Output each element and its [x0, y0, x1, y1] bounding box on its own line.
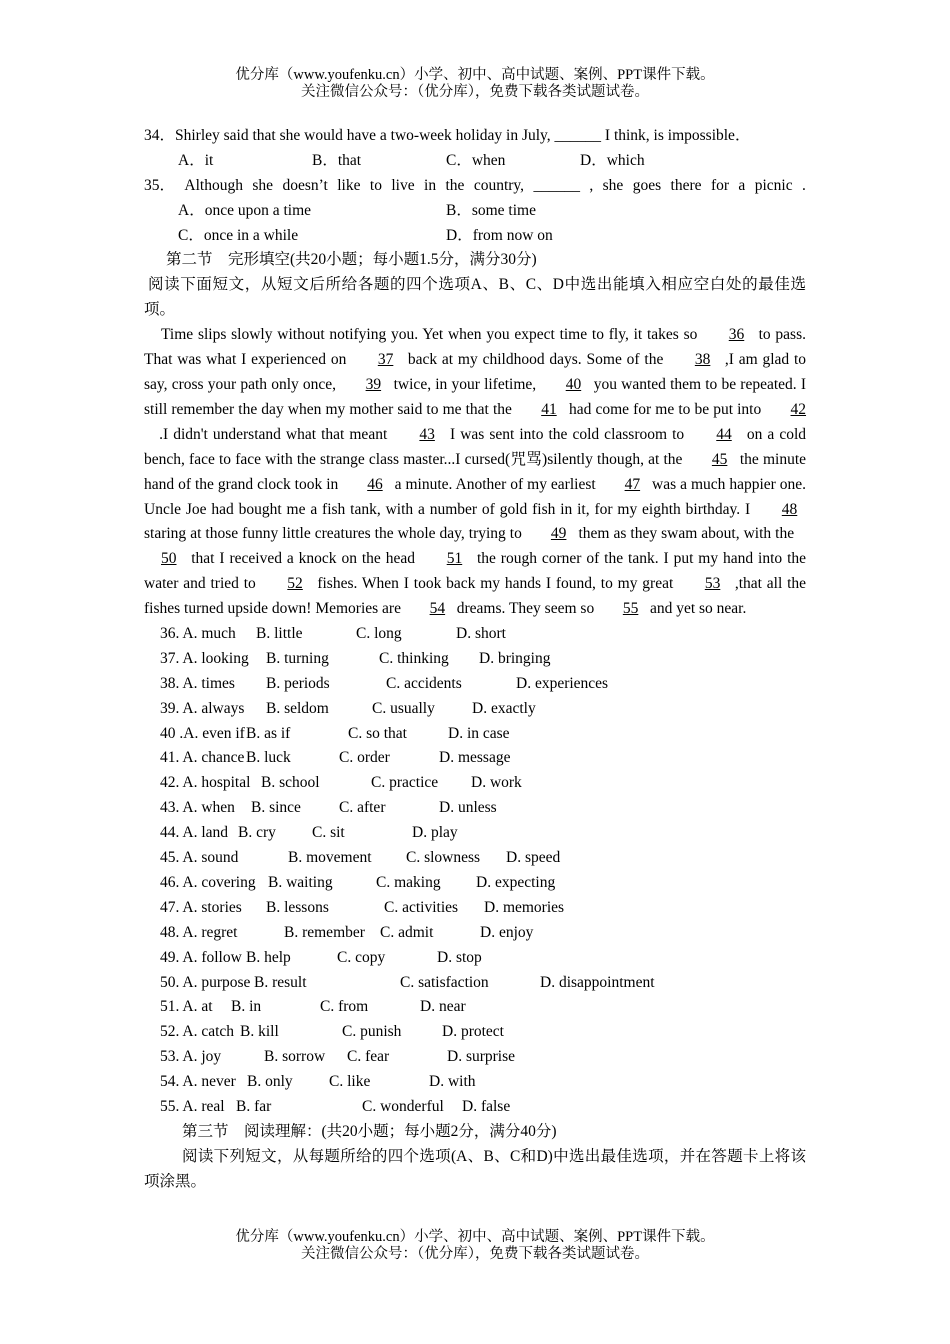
- option-a: 54. A. never: [160, 1073, 236, 1091]
- passage-text: was a much happier one. Uncle Joe had bought me a fish tank, with a number of gold fish in it, for my eighth birthday. I: [144, 475, 807, 518]
- question-34-stem: 34．Shirley said that she would have a two-week holiday in July, ______ I think, is impossible．: [144, 127, 751, 144]
- option-b: B. kill: [240, 1023, 279, 1041]
- option-b: B. far: [236, 1097, 272, 1115]
- option-d: D. stop: [437, 948, 482, 966]
- q35-stem-word: like: [337, 176, 361, 194]
- passage-text: and yet so near.: [646, 600, 747, 618]
- cloze-blank: 36: [728, 326, 745, 344]
- option-d: D. short: [456, 625, 506, 643]
- question-35-options-row-2: [144, 224, 806, 249]
- cloze-question: [144, 771, 806, 796]
- passage-text: Time slips slowly without notifying you. Yet when you expect time to fly, it takes so: [161, 326, 703, 344]
- q35-option-a: A．once upon a time: [178, 201, 312, 219]
- footer-line-1: 优分库（www.youfenku.cn）小学、初中、高中试题、案例、PPT课件下载。: [235, 1229, 715, 1245]
- option-c: C. activities: [384, 898, 459, 916]
- q34-option-a: A．it: [178, 151, 214, 169]
- q35-stem-word: she: [602, 176, 624, 194]
- cloze-blank: 52: [287, 575, 303, 593]
- option-d: D. speed: [506, 849, 561, 867]
- option-d: D. enjoy: [480, 923, 534, 941]
- option-a: 53. A. joy: [160, 1048, 222, 1066]
- exam-content: [144, 124, 806, 1195]
- passage-text: staring at those funny little creatures the whole day, trying to: [144, 525, 526, 543]
- option-a: 44. A. land: [160, 824, 229, 842]
- cloze-question: [144, 971, 806, 996]
- option-a: 55. A. real: [160, 1097, 225, 1115]
- option-c: C. so that: [348, 724, 407, 742]
- option-c: C. fear: [347, 1048, 390, 1066]
- q35-stem-word: ,: [589, 176, 594, 194]
- option-d: D. surprise: [447, 1048, 516, 1066]
- passage-text: to pass. That was what I experienced on: [144, 326, 806, 369]
- cloze-question: [144, 846, 806, 871]
- q35-stem-word: in: [424, 176, 437, 194]
- question-34-options: [144, 149, 806, 174]
- passage-text: on a cold bench, face to face with the strange class master...I cursed(咒骂)silently though, at the: [144, 425, 807, 468]
- q35-stem-word: for: [710, 176, 730, 194]
- q35-stem-word: ______: [533, 176, 580, 194]
- q35-stem-word: country,: [473, 176, 525, 194]
- cloze-question: [144, 796, 806, 821]
- cloze-blank: 41: [541, 400, 557, 418]
- option-d: D. work: [471, 774, 522, 792]
- option-a: 51. A. at: [160, 998, 213, 1016]
- q35-option-c: C．once in a while: [178, 226, 299, 244]
- cloze-question: [144, 1095, 806, 1120]
- cloze-passage: [144, 323, 806, 622]
- question-35-options-row-1: [144, 199, 806, 224]
- option-c: C. long: [356, 625, 402, 643]
- option-c: C. satisfaction: [400, 973, 489, 991]
- q35-stem-word: there: [670, 176, 702, 194]
- passage-text: the minute hand of the grand clock took in: [144, 450, 807, 493]
- q35-stem-word: .: [802, 176, 806, 194]
- cloze-blank: 46: [367, 475, 383, 493]
- page-footer: [0, 1229, 950, 1263]
- option-c: C. copy: [337, 948, 386, 966]
- q35-stem-word: picnic: [754, 176, 793, 194]
- header-line-2: 关注微信公众号：（优分库），免费下载各类试题试卷。: [301, 84, 649, 100]
- cloze-blank: 39: [365, 375, 382, 393]
- cloze-blank: 45: [711, 450, 728, 468]
- cloze-blank: 37: [377, 351, 394, 369]
- q35-stem-word: doesn’t: [282, 176, 328, 194]
- cloze-question: [144, 921, 806, 946]
- passage-text: a minute. Another of my earliest: [390, 475, 600, 493]
- option-a: 46. A. covering: [160, 873, 256, 891]
- option-b: B. cry: [238, 824, 276, 842]
- passage-text: ,I am glad to say, cross your path only once,: [144, 351, 807, 393]
- option-d: D. with: [429, 1073, 476, 1091]
- passage-text: them as they swam about, with the: [574, 525, 799, 543]
- q34-option-c: C．when: [446, 151, 506, 169]
- cloze-question: [144, 647, 806, 672]
- option-b: B. seldom: [266, 699, 329, 717]
- q35-option-d: D．from now on: [446, 226, 553, 244]
- cloze-blank: 43: [419, 425, 435, 443]
- section-2-instruction: 阅读下面短文，从短文后所给各题的四个选项A、B、C、D中选出能填入相应空白处的最佳选项。: [144, 276, 806, 319]
- q35-stem-word: she: [252, 176, 274, 194]
- option-d: D. disappointment: [540, 973, 655, 991]
- option-c: C. admit: [380, 923, 434, 941]
- passage-text: you wanted them to be repeated. I still remember the day when my mother said to me that the: [144, 375, 806, 418]
- option-b: B. periods: [266, 674, 330, 692]
- option-b: B. result: [254, 973, 307, 991]
- option-b: B. since: [251, 799, 301, 817]
- option-c: C. slowness: [406, 849, 481, 867]
- cloze-question: [144, 995, 806, 1020]
- section-3-title: 第三节 阅读理解：(共20小题；每小题2分，满分40分): [182, 1122, 557, 1140]
- option-a: 49. A. follow: [160, 948, 242, 966]
- option-d: D. near: [420, 998, 466, 1016]
- option-a: 40 .A. even if: [160, 724, 245, 742]
- option-d: D. unless: [439, 799, 497, 817]
- option-b: B. waiting: [268, 873, 333, 891]
- option-b: B. sorrow: [264, 1048, 326, 1066]
- option-c: C. wonderful: [362, 1097, 444, 1115]
- option-b: B. movement: [288, 849, 372, 867]
- option-c: C. usually: [372, 699, 435, 717]
- q35-stem-word: to: [369, 176, 382, 194]
- option-a: 43. A. when: [160, 799, 235, 817]
- cloze-blank: 44: [716, 425, 732, 443]
- option-a: 50. A. purpose: [160, 973, 251, 991]
- cloze-question: [144, 746, 806, 771]
- option-b: B. remember: [284, 923, 365, 941]
- cloze-blank: 40: [565, 375, 582, 393]
- option-b: B. school: [261, 774, 320, 792]
- option-a: 48. A. regret: [160, 923, 238, 941]
- cloze-blank: 42: [790, 400, 807, 418]
- option-b: B. little: [256, 625, 303, 643]
- option-d: D. message: [439, 749, 511, 767]
- q35-stem-word: goes: [632, 176, 662, 194]
- cloze-questions: [144, 622, 806, 1120]
- option-c: C. like: [329, 1073, 371, 1091]
- passage-text: ,that all the fishes turned upside down! Memories are: [144, 575, 807, 618]
- option-a: 36. A. much: [160, 625, 236, 643]
- cloze-blank: 51: [446, 550, 463, 568]
- option-b: B. turning: [266, 649, 329, 667]
- cloze-question: [144, 871, 806, 896]
- cloze-blank: 49: [550, 525, 567, 543]
- option-d: D. play: [412, 824, 458, 842]
- q35-stem-word: Although: [184, 176, 243, 194]
- passage-text: .I didn't understand what that meant: [154, 425, 393, 443]
- cloze-question: [144, 697, 806, 722]
- cloze-question: [144, 1045, 806, 1070]
- cloze-blank: 38: [694, 351, 711, 369]
- option-d: D. expecting: [476, 873, 556, 891]
- cloze-question: [144, 622, 806, 647]
- option-a: 37. A. looking: [160, 649, 249, 667]
- option-a: 45. A. sound: [160, 849, 239, 867]
- q35-option-b: B．some time: [446, 201, 536, 219]
- option-c: C. order: [339, 749, 390, 767]
- option-b: B. luck: [246, 749, 291, 767]
- cloze-blank: 47: [624, 475, 641, 493]
- option-a: 39. A. always: [160, 699, 245, 717]
- option-c: C. punish: [342, 1023, 402, 1041]
- cloze-question: [144, 946, 806, 971]
- passage-text: that I received a knock on the head: [186, 550, 420, 568]
- option-d: D. memories: [484, 898, 565, 916]
- option-b: B. as if: [246, 724, 291, 742]
- q35-stem-word: 35．: [144, 176, 176, 194]
- option-c: C. from: [320, 998, 369, 1016]
- option-b: B. only: [247, 1073, 293, 1091]
- passage-text: twice, in your lifetime,: [389, 375, 541, 393]
- q35-stem-word: live: [391, 176, 415, 194]
- passage-text: I was sent into the cold classroom to: [444, 425, 690, 443]
- option-c: C. practice: [371, 774, 439, 792]
- cloze-question: [144, 1070, 806, 1095]
- option-d: D. protect: [442, 1023, 504, 1041]
- option-c: C. sit: [312, 824, 345, 842]
- cloze-question: [144, 722, 806, 747]
- option-a: 52. A. catch: [160, 1023, 235, 1041]
- option-a: 42. A. hospital: [160, 774, 251, 792]
- option-c: C. accidents: [386, 674, 462, 692]
- option-b: B. in: [231, 998, 262, 1016]
- passage-text: dreams. They seem so: [452, 600, 599, 618]
- cloze-question: [144, 821, 806, 846]
- cloze-blank: 48: [781, 500, 798, 518]
- option-d: D. experiences: [516, 674, 609, 692]
- footer-line-2: 关注微信公众号：（优分库），免费下载各类试题试卷。: [301, 1246, 649, 1262]
- cloze-blank: 53: [704, 575, 721, 593]
- question-35-stem: [144, 174, 806, 199]
- section-3-instruction: 阅读下列短文，从每题所给的四个选项(A、B、C和D)中选出最佳选项，并在答题卡上将该项涂黑。: [144, 1147, 806, 1190]
- header-line-1: 优分库（www.youfenku.cn）小学、初中、高中试题、案例、PPT课件下载。: [235, 67, 715, 83]
- option-c: C. after: [339, 799, 386, 817]
- passage-text: fishes. When I took back my hands I found, to my great: [312, 575, 679, 593]
- cloze-blank: 54: [429, 600, 446, 618]
- q34-option-d: D．which: [580, 151, 645, 169]
- option-d: D. false: [462, 1097, 511, 1115]
- passage-text: the rough corner of the tank. I put my hand into the water and tried to: [144, 550, 807, 593]
- option-c: C. making: [376, 873, 441, 891]
- cloze-blank: 50: [161, 550, 177, 568]
- option-d: D. exactly: [472, 699, 536, 717]
- passage-text: back at my childhood days. Some of the: [403, 351, 669, 369]
- option-b: B. help: [246, 948, 291, 966]
- cloze-blank: 55: [622, 600, 639, 618]
- q35-stem-word: a: [738, 176, 746, 194]
- cloze-question: [144, 896, 806, 921]
- page-header: [0, 67, 950, 101]
- q34-option-b: B．that: [312, 151, 362, 169]
- section-2-title: 第二节 完形填空(共20小题；每小题1.5分，满分30分): [166, 251, 537, 269]
- option-a: 41. A. chance: [160, 749, 245, 767]
- option-a: 47. A. stories: [160, 898, 242, 916]
- option-d: D. bringing: [479, 649, 551, 667]
- option-c: C. thinking: [379, 649, 449, 667]
- option-b: B. lessons: [266, 898, 329, 916]
- option-d: D. in case: [448, 724, 510, 742]
- cloze-question: [144, 672, 806, 697]
- passage-text: had come for me to be put into: [564, 400, 766, 418]
- cloze-question: [144, 1020, 806, 1045]
- option-a: 38. A. times: [160, 674, 235, 692]
- q35-stem-word: the: [445, 176, 465, 194]
